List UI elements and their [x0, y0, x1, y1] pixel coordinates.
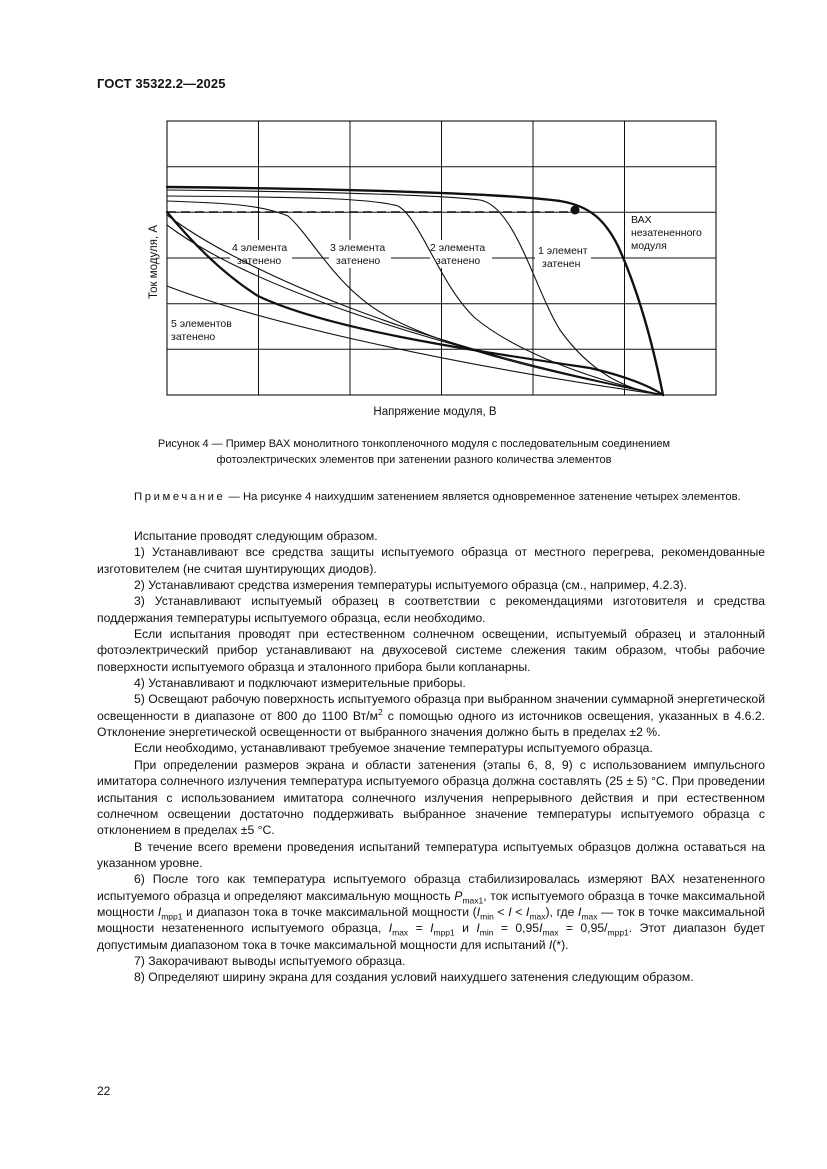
paragraph: 3) Устанавливают испытуемый образец в соответствии с рекомендациями изготовителя и средства поддержания температуры испытуемого образца, если необходимо. [97, 594, 765, 625]
caption-line-1: Рисунок 4 — Пример ВАХ монолитного тонкопленочного модуля с последовательным соединением [157, 438, 671, 450]
label-four-1: 4 элемента [232, 242, 288, 254]
paragraph: 7) Закорачивают выводы испытуемого образца. [134, 953, 406, 968]
note [97, 489, 765, 506]
note-text: — На рисунке 4 наихудшим затенением является одновременное затенение четырех элементов. [225, 491, 741, 503]
label-five-1: 5 элементов [171, 318, 232, 330]
label-three-1: 3 элемента [330, 242, 386, 254]
curve-unshaded [167, 187, 663, 395]
paragraph: 6) После того как температура испытуемого образца стабилизировалась измеряют ВАХ незатененного испытуемого образца и определяют максимальную мощность $P_{max1}$, ток испытуемого образца в точке максимальной мощности $I_{mpp1}$ и диапазон тока в точке максимальной мощности $(I_{min} < I < I_{max})$, где $I_{max}$ — ток в точке максимальной мощности незатененного испытуемого образца, $I_{max} = I_{mpp1}$ и $I_{min} = 0,95I_{max} = 0,95/_{mpp1}$. Этот диапазон будет допустимым диапазоном тока в точке максимальной мощности для испытаний I(*). [97, 872, 765, 952]
paragraph: Испытание проводят следующим образом. [134, 529, 378, 543]
label-four-2: затенено [237, 255, 282, 267]
caption-line-2: фотоэлектрических элементов при затенении разного количества элементов [216, 454, 612, 466]
label-two-1: 2 элемента [430, 242, 486, 254]
y-axis-label: Ток модуля, А [148, 224, 160, 300]
curve-1-element [167, 190, 663, 395]
label-unshaded-3: модуля [631, 240, 667, 252]
label-unshaded-2: незатененного [631, 227, 702, 239]
paragraph: 4) Устанавливают и подключают измерительные приборы. [134, 676, 466, 691]
paragraph: 8) Определяют ширину экрана для создания условий наихудшего затенения следующим образом. [134, 970, 694, 985]
paragraph: В течение всего времени проведения испытаний температура испытуемых образцов должна оставаться на указанном уровне. [97, 839, 765, 870]
body-text [97, 528, 765, 986]
iv-curve-figure [0, 0, 827, 430]
paragraph: 2) Устанавливают средства измерения температуры испытуемого образца (см., например, 4.2.3). [134, 578, 687, 593]
label-one-2: затенен [542, 258, 581, 270]
x-axis-label: Напряжение модуля, В [373, 406, 497, 418]
label-five-2: затенено [171, 331, 216, 343]
document-header: ГОСТ 35322.2—2025 [97, 76, 226, 91]
curve-2-elements [167, 196, 663, 395]
label-three-2: затенено [336, 255, 381, 267]
label-one-1: 1 элемент [538, 245, 588, 257]
note-label: Примечание [134, 491, 226, 503]
label-two-2: затенено [436, 255, 481, 267]
paragraph: При определении размеров экрана и области затенения (этапы 6, 8, 9) с использованием импульсного имитатора солнечного излучения температура испытуемого образца должна составлять (25 ± 5) °C. При проведении испытания с использованием имитатора солнечного излучения непрерывного действия и при естественном солнечном освещении достаточно поддерживать выбранное значение температуры испытуемого образца с отклонением в пределах ±5 °C. [97, 757, 765, 838]
paragraph: Если испытания проводят при естественном солнечном освещении, испытуемый образец и эталонный фотоэлектрический прибор устанавливают на двухосевой системе слежения таким образом, чтобы рабочие поверхности испытуемого образца и эталонного прибора были копланарны. [97, 627, 765, 674]
paragraph: 1) Устанавливают все средства защиты испытуемого образца от местного перегрева, рекомендованные изготовителем (не считая шунтирующих диодов). [97, 545, 765, 576]
mpp-point [571, 206, 580, 215]
paragraph: Если необходимо, устанавливают требуемое значение температуры испытуемого образца. [134, 741, 653, 756]
page-number: 22 [97, 1084, 111, 1098]
curve-3-elements [167, 201, 663, 395]
figure-caption [120, 436, 708, 468]
label-unshaded-1: ВАХ [631, 214, 652, 226]
paragraph: 5) Освещают рабочую поверхность испытуемого образца при выбранном значении суммарной энергетической освещенности в диапазоне от 800 до 1100 $Вт/м^2$ с помощью одного из источников освещения, указанных в 4.6.2. Отклонение энергетической освещенности от выбранного значения должно быть в пределах ±2 %. [97, 692, 766, 740]
